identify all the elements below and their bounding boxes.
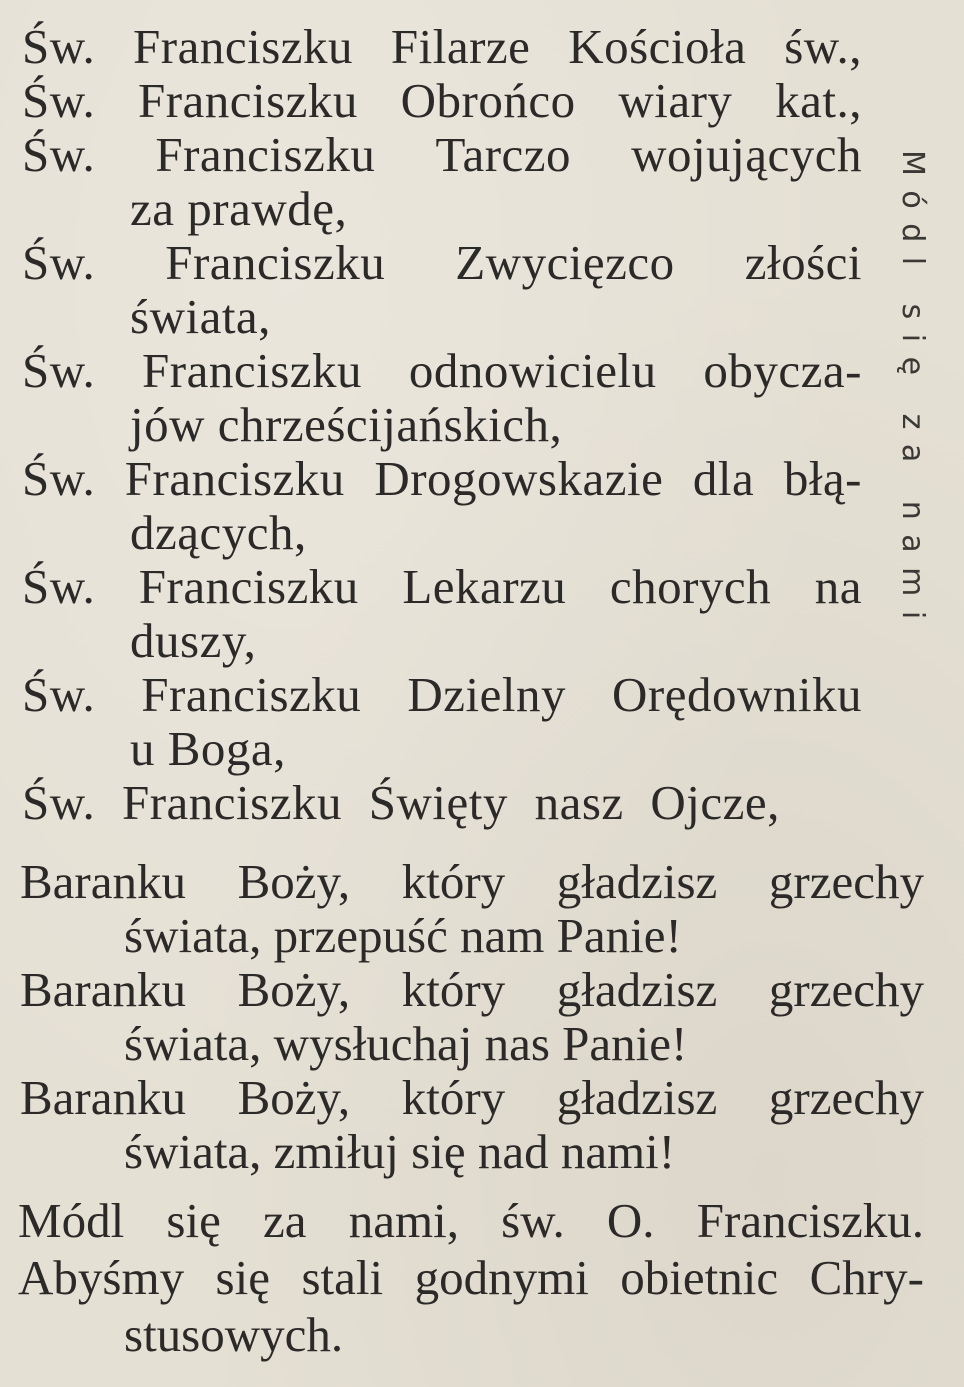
word: O. (606, 1193, 655, 1248)
word: stali (301, 1250, 384, 1305)
word: Franciszku (133, 19, 354, 74)
agnus-dei-line (20, 855, 924, 909)
response-text: Módl się za nami (895, 150, 930, 634)
invocation (22, 74, 862, 128)
word: Dzielny (407, 667, 566, 722)
word: wojujących (631, 127, 862, 182)
invocation (22, 236, 862, 344)
word: Boży, (237, 962, 351, 1017)
word: św., (784, 19, 862, 74)
invocation-continuation: duszy, (130, 613, 257, 668)
invocation (22, 668, 862, 776)
word: Drogowskazie (374, 451, 664, 506)
invocation-line (22, 560, 862, 614)
response-margin (888, 150, 944, 730)
response-line (18, 1249, 924, 1306)
word: Obrońco (400, 73, 576, 128)
word: się (215, 1250, 270, 1305)
word: Baranku (20, 854, 186, 909)
agnus-dei-verse (20, 963, 924, 1071)
invocation-continuation: za prawdę, (130, 181, 348, 236)
word: Lekarzu (402, 559, 567, 614)
closing-section (18, 1192, 924, 1363)
word: Franciszku (141, 667, 362, 722)
word: Św. (22, 19, 96, 74)
invocation-line (22, 344, 862, 398)
word: na (814, 559, 862, 614)
invocation-line: Św. Franciszku Święty nasz Ojcze, (22, 775, 780, 830)
agnus-dei-line (20, 963, 924, 1017)
litany-invocations (22, 20, 862, 830)
word: Franciszku (124, 451, 345, 506)
word: Módl (18, 1193, 125, 1248)
word: Św. (22, 127, 96, 182)
word: nami, (348, 1193, 459, 1248)
word: Filarze (390, 19, 531, 74)
invocation (22, 776, 862, 830)
word: Św. (22, 451, 96, 506)
word: Zwycięzco (455, 235, 675, 290)
agnus-dei-line (20, 1071, 924, 1125)
invocation-line (22, 128, 862, 182)
agnus-dei-continuation: świata, zmiłuj się nad nami! (124, 1124, 676, 1179)
word: który (401, 1070, 506, 1125)
invocation-continuation: świata, (130, 289, 271, 344)
invocation-line (22, 668, 862, 722)
word: Chry- (809, 1250, 924, 1305)
word: Franciszku (155, 127, 376, 182)
invocation-continuation: u Boga, (130, 721, 286, 776)
word: Baranku (20, 1070, 186, 1125)
response-continuation: stusowych. (124, 1307, 344, 1362)
word: dla (692, 451, 755, 506)
word: Kościoła (568, 19, 747, 74)
versicle (18, 1192, 924, 1249)
word: gładzisz (556, 1070, 718, 1125)
invocation-line (22, 74, 862, 128)
invocation-continuation: jów chrześcijańskich, (130, 397, 563, 452)
word: wiary (618, 73, 733, 128)
word: Baranku (20, 962, 186, 1017)
word: kat., (775, 73, 862, 128)
word: obycza- (703, 343, 862, 398)
word: godnymi (414, 1250, 589, 1305)
word: gładzisz (556, 962, 718, 1017)
word: odnowicielu (408, 343, 657, 398)
word: za (263, 1193, 307, 1248)
word: się (166, 1193, 221, 1248)
word: gładzisz (556, 854, 718, 909)
invocation (22, 20, 862, 74)
invocation (22, 452, 862, 560)
word: błą- (783, 451, 862, 506)
invocation (22, 128, 862, 236)
word: Orędowniku (612, 667, 862, 722)
word: grzechy (768, 1070, 924, 1125)
word: Franciszku (142, 343, 363, 398)
word: grzechy (768, 962, 924, 1017)
word: Franciszku (165, 235, 386, 290)
word: Św. (22, 73, 96, 128)
agnus-dei-continuation: świata, wysłuchaj nas Panie! (124, 1016, 688, 1071)
word: chorych (609, 559, 772, 614)
invocation-continuation: dzących, (130, 505, 307, 560)
word: Św. (22, 559, 96, 614)
word: obietnic (620, 1250, 779, 1305)
word: Św. (22, 343, 96, 398)
word: Abyśmy (18, 1250, 185, 1305)
word: Boży, (237, 854, 351, 909)
word: Franciszku. (696, 1193, 924, 1248)
word: grzechy (768, 854, 924, 909)
word: który (401, 854, 506, 909)
agnus-dei-verse (20, 855, 924, 963)
agnus-dei-verse (20, 1071, 924, 1179)
word: Św. (22, 667, 96, 722)
invocation (22, 344, 862, 452)
word: Franciszku (138, 559, 359, 614)
word: Franciszku (137, 73, 358, 128)
agnus-dei-section (20, 855, 924, 1179)
word: św. (501, 1193, 565, 1248)
word: Św. (22, 235, 96, 290)
invocation-line (22, 236, 862, 290)
invocation-line (22, 452, 862, 506)
agnus-dei-continuation: świata, przepuść nam Panie! (124, 908, 682, 963)
word: Boży, (237, 1070, 351, 1125)
invocation (22, 560, 862, 668)
word: Tarczo (435, 127, 572, 182)
word: złości (744, 235, 862, 290)
word: który (401, 962, 506, 1017)
invocation-line (22, 20, 862, 74)
